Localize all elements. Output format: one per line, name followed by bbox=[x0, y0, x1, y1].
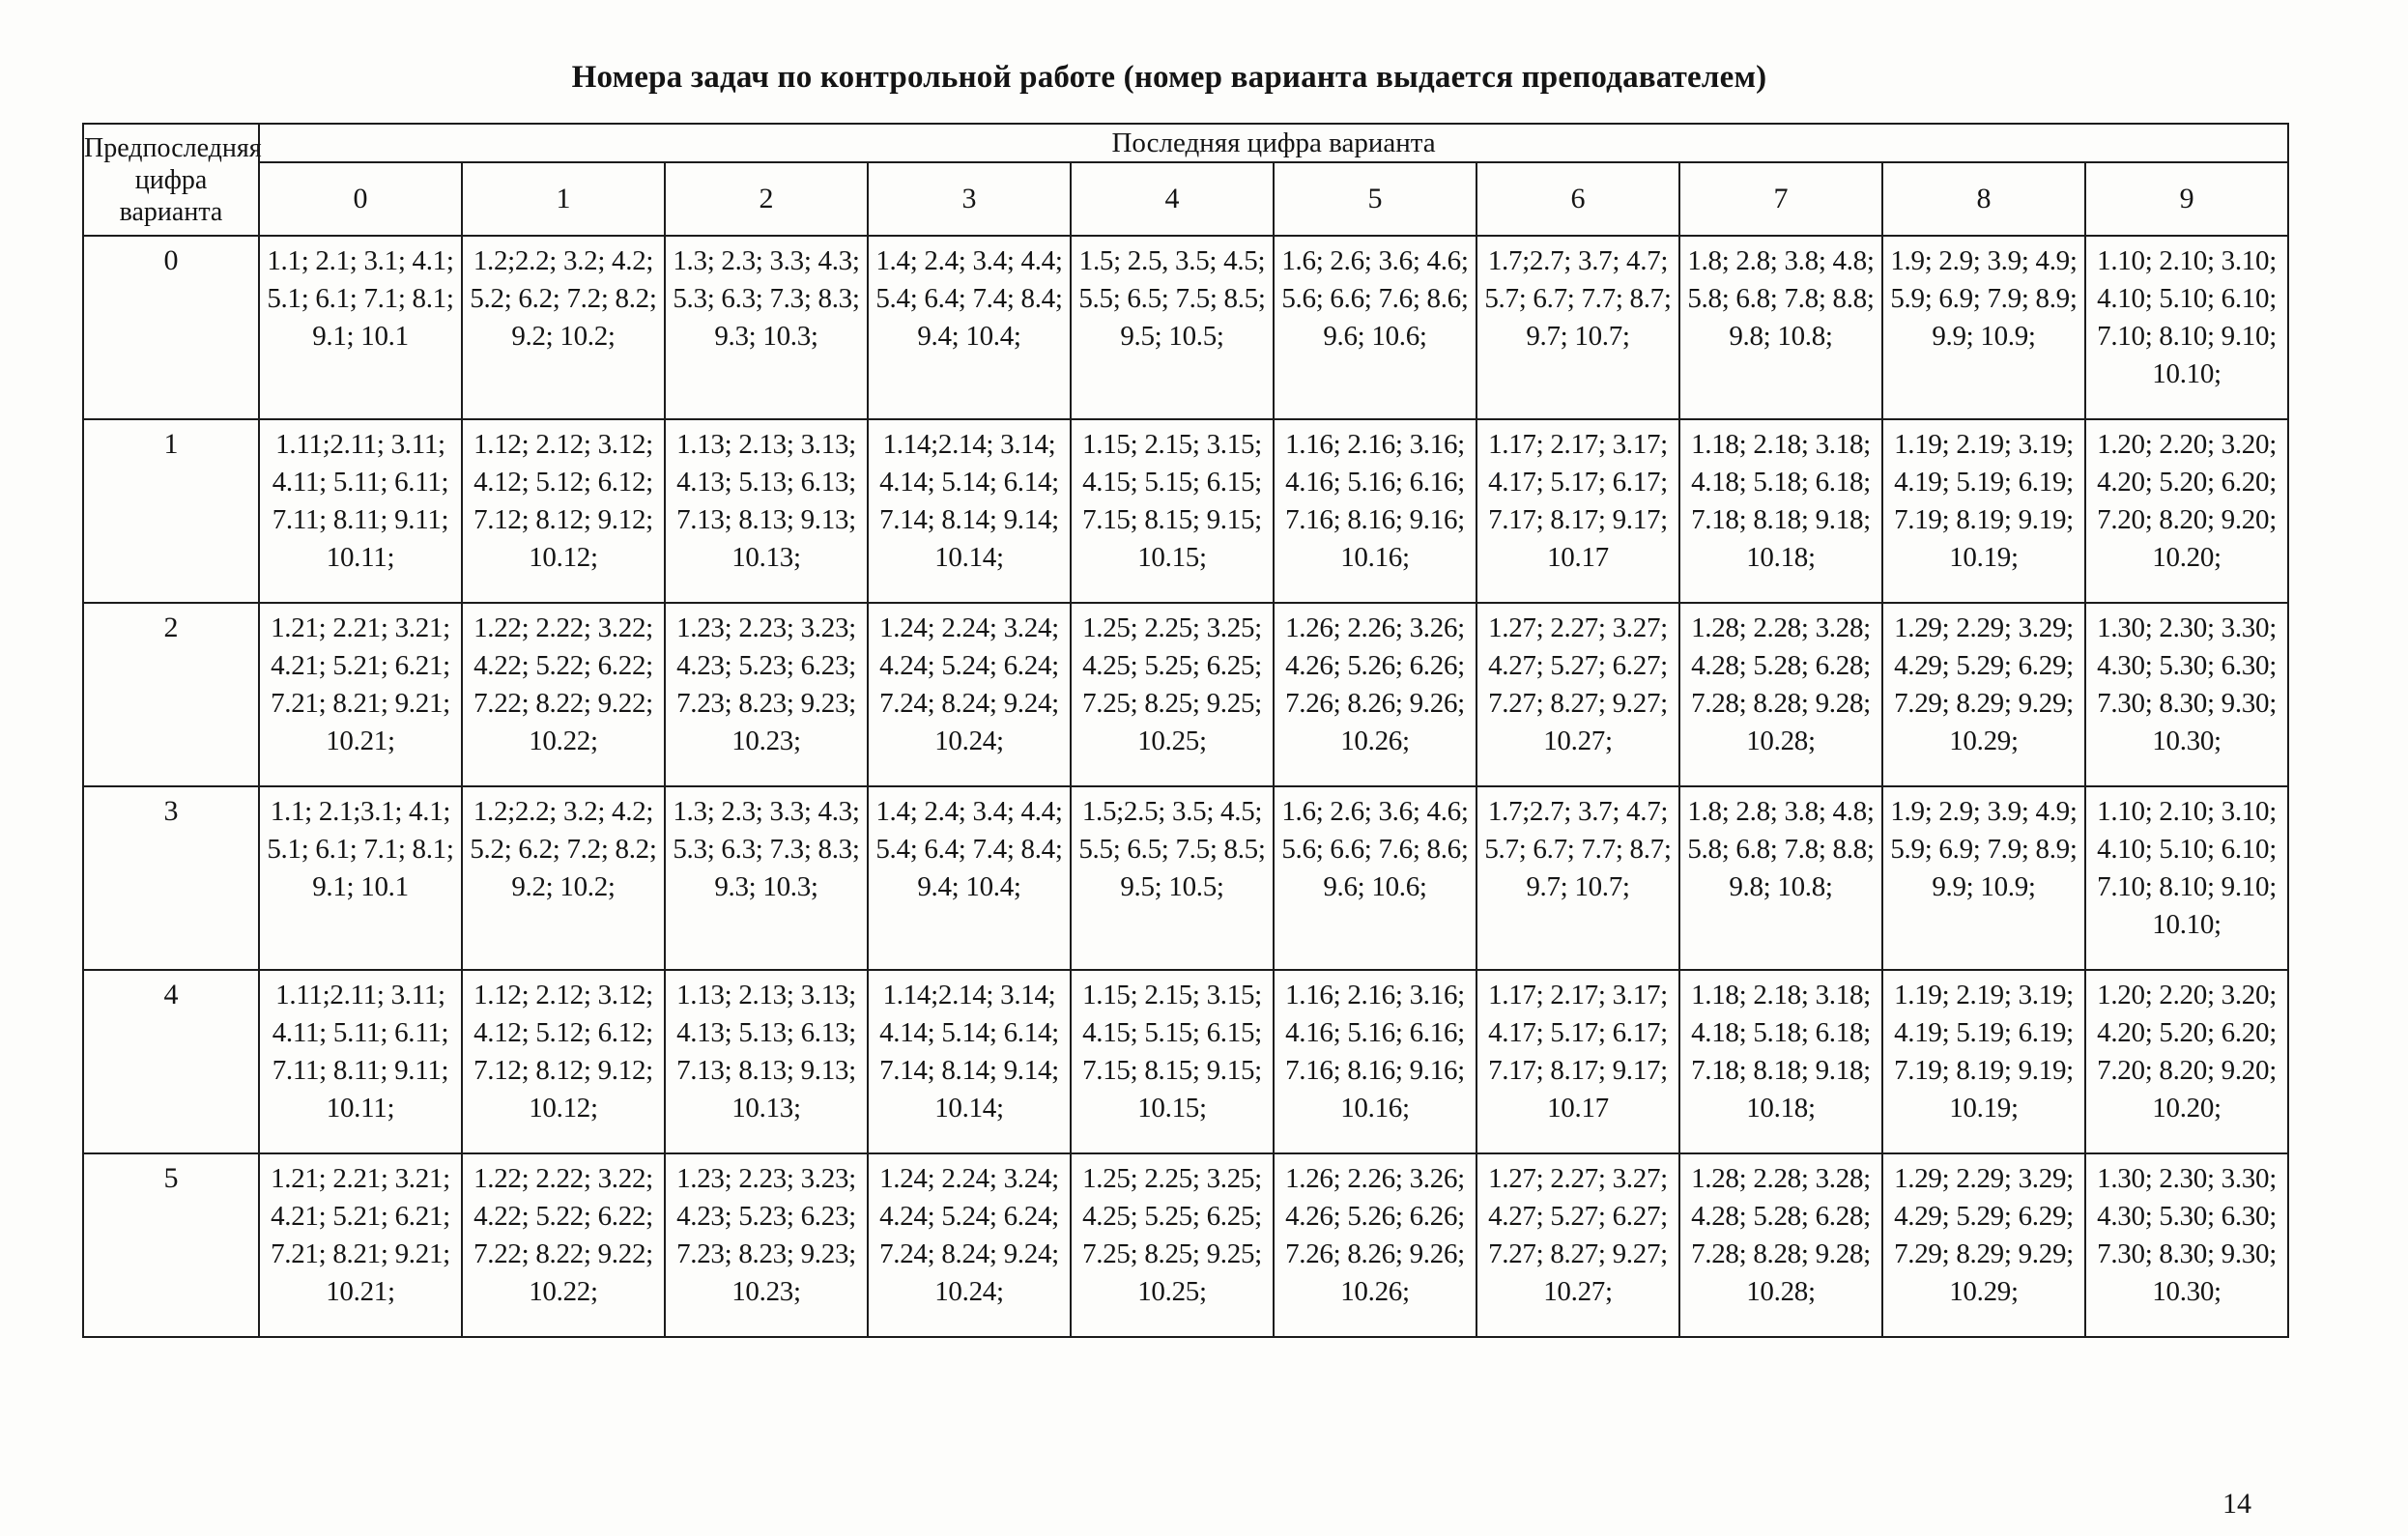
table-cell: 1.23; 2.23; 3.23; 4.23; 5.23; 6.23; 7.23; 8.23; 9.23; 10.23; bbox=[665, 603, 868, 786]
table-cell: 1.29; 2.29; 3.29; 4.29; 5.29; 6.29; 7.29; 8.29; 9.29; 10.29; bbox=[1882, 603, 2085, 786]
column-header: 0 bbox=[259, 162, 462, 236]
table-cell: 1.24; 2.24; 3.24; 4.24; 5.24; 6.24; 7.24; 8.24; 9.24; 10.24; bbox=[868, 1153, 1071, 1337]
table-cell: 1.17; 2.17; 3.17; 4.17; 5.17; 6.17; 7.17; 8.17; 9.17; 10.17 bbox=[1476, 419, 1679, 603]
table-cell: 1.28; 2.28; 3.28; 4.28; 5.28; 6.28; 7.28; 8.28; 9.28; 10.28; bbox=[1679, 1153, 1882, 1337]
table-cell: 1.23; 2.23; 3.23; 4.23; 5.23; 6.23; 7.23; 8.23; 9.23; 10.23; bbox=[665, 1153, 868, 1337]
table-row bbox=[83, 786, 2288, 970]
column-header: 7 bbox=[1679, 162, 1882, 236]
table-cell: 1.12; 2.12; 3.12; 4.12; 5.12; 6.12; 7.12; 8.12; 9.12; 10.12; bbox=[462, 419, 665, 603]
table-cell: 1.19; 2.19; 3.19; 4.19; 5.19; 6.19; 7.19; 8.19; 9.19; 10.19; bbox=[1882, 419, 2085, 603]
table-cell: 1.21; 2.21; 3.21; 4.21; 5.21; 6.21; 7.21; 8.21; 9.21; 10.21; bbox=[259, 603, 462, 786]
column-header: 3 bbox=[868, 162, 1071, 236]
table-cell: 1.26; 2.26; 3.26; 4.26; 5.26; 6.26; 7.26; 8.26; 9.26; 10.26; bbox=[1274, 1153, 1476, 1337]
table-cell: 1.1; 2.1;3.1; 4.1; 5.1; 6.1; 7.1; 8.1; 9.1; 10.1 bbox=[259, 786, 462, 970]
table-cell: 1.8; 2.8; 3.8; 4.8; 5.8; 6.8; 7.8; 8.8; 9.8; 10.8; bbox=[1679, 786, 1882, 970]
table-cell: 1.2;2.2; 3.2; 4.2; 5.2; 6.2; 7.2; 8.2; 9.2; 10.2; bbox=[462, 236, 665, 419]
column-header: 8 bbox=[1882, 162, 2085, 236]
table-cell: 1.10; 2.10; 3.10; 4.10; 5.10; 6.10; 7.10; 8.10; 9.10; 10.10; bbox=[2085, 236, 2288, 419]
table-cell: 1.5; 2.5, 3.5; 4.5; 5.5; 6.5; 7.5; 8.5; 9.5; 10.5; bbox=[1071, 236, 1274, 419]
table-cell: 1.27; 2.27; 3.27; 4.27; 5.27; 6.27; 7.27; 8.27; 9.27; 10.27; bbox=[1476, 1153, 1679, 1337]
table-cell: 1.15; 2.15; 3.15; 4.15; 5.15; 6.15; 7.15; 8.15; 9.15; 10.15; bbox=[1071, 419, 1274, 603]
table-cell: 1.16; 2.16; 3.16; 4.16; 5.16; 6.16; 7.16; 8.16; 9.16; 10.16; bbox=[1274, 419, 1476, 603]
table-cell: 1.3; 2.3; 3.3; 4.3; 5.3; 6.3; 7.3; 8.3; 9.3; 10.3; bbox=[665, 236, 868, 419]
table-row bbox=[83, 603, 2288, 786]
table-cell: 1.30; 2.30; 3.30; 4.30; 5.30; 6.30; 7.30; 8.30; 9.30; 10.30; bbox=[2085, 603, 2288, 786]
table-cell: 1.7;2.7; 3.7; 4.7; 5.7; 6.7; 7.7; 8.7; 9.7; 10.7; bbox=[1476, 786, 1679, 970]
table-cell: 1.11;2.11; 3.11; 4.11; 5.11; 6.11; 7.11; 8.11; 9.11; 10.11; bbox=[259, 419, 462, 603]
table-cell: 1.16; 2.16; 3.16; 4.16; 5.16; 6.16; 7.16; 8.16; 9.16; 10.16; bbox=[1274, 970, 1476, 1153]
table-cell: 1.27; 2.27; 3.27; 4.27; 5.27; 6.27; 7.27; 8.27; 9.27; 10.27; bbox=[1476, 603, 1679, 786]
table-cell: 1.6; 2.6; 3.6; 4.6; 5.6; 6.6; 7.6; 8.6; 9.6; 10.6; bbox=[1274, 786, 1476, 970]
row-label: 2 bbox=[83, 603, 259, 786]
table-cell: 1.30; 2.30; 3.30; 4.30; 5.30; 6.30; 7.30; 8.30; 9.30; 10.30; bbox=[2085, 1153, 2288, 1337]
table-cell: 1.8; 2.8; 3.8; 4.8; 5.8; 6.8; 7.8; 8.8; 9.8; 10.8; bbox=[1679, 236, 1882, 419]
row-label: 4 bbox=[83, 970, 259, 1153]
table-cell: 1.4; 2.4; 3.4; 4.4; 5.4; 6.4; 7.4; 8.4; 9.4; 10.4; bbox=[868, 786, 1071, 970]
table-cell: 1.22; 2.22; 3.22; 4.22; 5.22; 6.22; 7.22; 8.22; 9.22; 10.22; bbox=[462, 603, 665, 786]
column-header: 1 bbox=[462, 162, 665, 236]
table-cell: 1.11;2.11; 3.11; 4.11; 5.11; 6.11; 7.11; 8.11; 9.11; 10.11; bbox=[259, 970, 462, 1153]
table-cell: 1.13; 2.13; 3.13; 4.13; 5.13; 6.13; 7.13; 8.13; 9.13; 10.13; bbox=[665, 970, 868, 1153]
table-cell: 1.22; 2.22; 3.22; 4.22; 5.22; 6.22; 7.22; 8.22; 9.22; 10.22; bbox=[462, 1153, 665, 1337]
variant-table bbox=[82, 123, 2289, 1338]
row-label: 1 bbox=[83, 419, 259, 603]
table-cell: 1.9; 2.9; 3.9; 4.9; 5.9; 6.9; 7.9; 8.9; 9.9; 10.9; bbox=[1882, 786, 2085, 970]
table-cell: 1.21; 2.21; 3.21; 4.21; 5.21; 6.21; 7.21; 8.21; 9.21; 10.21; bbox=[259, 1153, 462, 1337]
table-row bbox=[83, 970, 2288, 1153]
column-header: 6 bbox=[1476, 162, 1679, 236]
table-cell: 1.1; 2.1; 3.1; 4.1; 5.1; 6.1; 7.1; 8.1; 9.1; 10.1 bbox=[259, 236, 462, 419]
column-group-label: Последняя цифра варианта bbox=[259, 124, 2288, 162]
table-cell: 1.14;2.14; 3.14; 4.14; 5.14; 6.14; 7.14; 8.14; 9.14; 10.14; bbox=[868, 419, 1071, 603]
row-label: 0 bbox=[83, 236, 259, 419]
column-header: 2 bbox=[665, 162, 868, 236]
row-label: 5 bbox=[83, 1153, 259, 1337]
table-cell: 1.6; 2.6; 3.6; 4.6; 5.6; 6.6; 7.6; 8.6; 9.6; 10.6; bbox=[1274, 236, 1476, 419]
table-cell: 1.12; 2.12; 3.12; 4.12; 5.12; 6.12; 7.12; 8.12; 9.12; 10.12; bbox=[462, 970, 665, 1153]
table-cell: 1.24; 2.24; 3.24; 4.24; 5.24; 6.24; 7.24; 8.24; 9.24; 10.24; bbox=[868, 603, 1071, 786]
row-label: 3 bbox=[83, 786, 259, 970]
table-cell: 1.3; 2.3; 3.3; 4.3; 5.3; 6.3; 7.3; 8.3; 9.3; 10.3; bbox=[665, 786, 868, 970]
page-title: Номера задач по контрольной работе (номер варианта выдается преподавателем) bbox=[571, 60, 1767, 95]
column-header: 4 bbox=[1071, 162, 1274, 236]
table-cell: 1.4; 2.4; 3.4; 4.4; 5.4; 6.4; 7.4; 8.4; 9.4; 10.4; bbox=[868, 236, 1071, 419]
table-cell: 1.25; 2.25; 3.25; 4.25; 5.25; 6.25; 7.25; 8.25; 9.25; 10.25; bbox=[1071, 603, 1274, 786]
table-cell: 1.2;2.2; 3.2; 4.2; 5.2; 6.2; 7.2; 8.2; 9.2; 10.2; bbox=[462, 786, 665, 970]
table-cell: 1.29; 2.29; 3.29; 4.29; 5.29; 6.29; 7.29; 8.29; 9.29; 10.29; bbox=[1882, 1153, 2085, 1337]
table-cell: 1.28; 2.28; 3.28; 4.28; 5.28; 6.28; 7.28; 8.28; 9.28; 10.28; bbox=[1679, 603, 1882, 786]
table-cell: 1.20; 2.20; 3.20; 4.20; 5.20; 6.20; 7.20; 8.20; 9.20; 10.20; bbox=[2085, 419, 2288, 603]
table-cell: 1.20; 2.20; 3.20; 4.20; 5.20; 6.20; 7.20; 8.20; 9.20; 10.20; bbox=[2085, 970, 2288, 1153]
table-cell: 1.18; 2.18; 3.18; 4.18; 5.18; 6.18; 7.18; 8.18; 9.18; 10.18; bbox=[1679, 970, 1882, 1153]
row-header-label: Предпоследняя цифра варианта bbox=[83, 124, 259, 236]
column-header-row bbox=[83, 162, 2288, 236]
table-cell: 1.14;2.14; 3.14; 4.14; 5.14; 6.14; 7.14; 8.14; 9.14; 10.14; bbox=[868, 970, 1071, 1153]
table-cell: 1.7;2.7; 3.7; 4.7; 5.7; 6.7; 7.7; 8.7; 9.7; 10.7; bbox=[1476, 236, 1679, 419]
table-cell: 1.13; 2.13; 3.13; 4.13; 5.13; 6.13; 7.13; 8.13; 9.13; 10.13; bbox=[665, 419, 868, 603]
table-cell: 1.19; 2.19; 3.19; 4.19; 5.19; 6.19; 7.19; 8.19; 9.19; 10.19; bbox=[1882, 970, 2085, 1153]
table-cell: 1.18; 2.18; 3.18; 4.18; 5.18; 6.18; 7.18; 8.18; 9.18; 10.18; bbox=[1679, 419, 1882, 603]
column-header: 9 bbox=[2085, 162, 2288, 236]
table-cell: 1.25; 2.25; 3.25; 4.25; 5.25; 6.25; 7.25; 8.25; 9.25; 10.25; bbox=[1071, 1153, 1274, 1337]
table-cell: 1.9; 2.9; 3.9; 4.9; 5.9; 6.9; 7.9; 8.9; 9.9; 10.9; bbox=[1882, 236, 2085, 419]
table-cell: 1.17; 2.17; 3.17; 4.17; 5.17; 6.17; 7.17; 8.17; 9.17; 10.17 bbox=[1476, 970, 1679, 1153]
table-cell: 1.15; 2.15; 3.15; 4.15; 5.15; 6.15; 7.15; 8.15; 9.15; 10.15; bbox=[1071, 970, 1274, 1153]
table-row bbox=[83, 236, 2288, 419]
table-row bbox=[83, 1153, 2288, 1337]
header-group-row bbox=[83, 124, 2288, 162]
table-cell: 1.26; 2.26; 3.26; 4.26; 5.26; 6.26; 7.26; 8.26; 9.26; 10.26; bbox=[1274, 603, 1476, 786]
table-row bbox=[83, 419, 2288, 603]
page-number: 14 bbox=[2222, 1488, 2251, 1520]
table-cell: 1.10; 2.10; 3.10; 4.10; 5.10; 6.10; 7.10; 8.10; 9.10; 10.10; bbox=[2085, 786, 2288, 970]
column-header: 5 bbox=[1274, 162, 1476, 236]
table-cell: 1.5;2.5; 3.5; 4.5; 5.5; 6.5; 7.5; 8.5; 9.5; 10.5; bbox=[1071, 786, 1274, 970]
